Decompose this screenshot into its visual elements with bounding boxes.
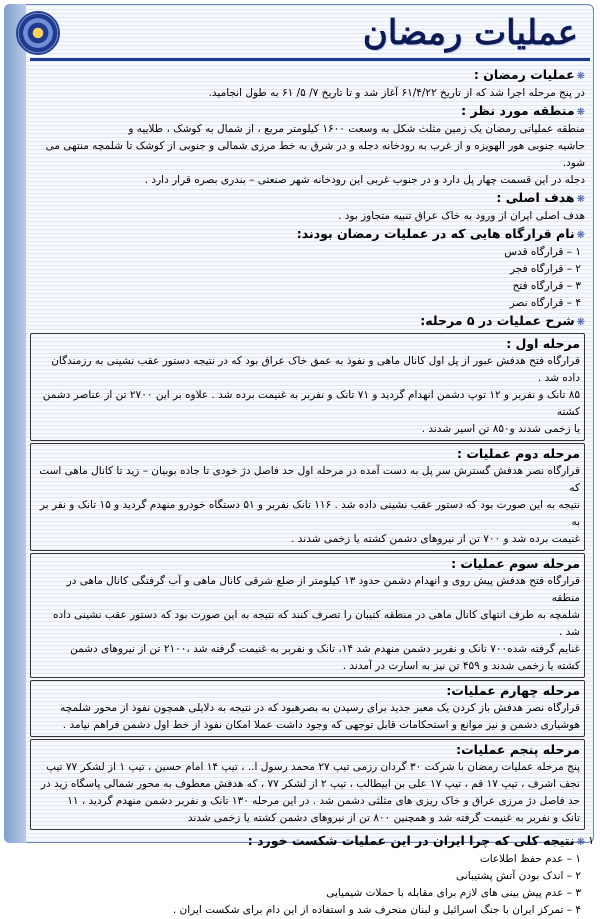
phase-line: ۸۵ تانک و نفربر و ۱۲ توپ دشمن انهدام گردید و ۷۱ تانک و نفربر به غنیمت برده شد . علاوه بر این ۲۷۰۰ تن از عناصر دشمن کشته (42, 389, 580, 418)
rosette-ornament-icon (16, 11, 60, 55)
phase-line: غنایم گرفته شده۷۰۰ تانک و نفربر دشمن منهدم شد ۱۴، تانک و نفربر به غنیمت گرفته شد ،۲۱۰۰ تن از نیروهای دشمن (70, 643, 580, 655)
section-text: در پنج مرحله اجرا شد که از تاریخ ۶۱/۴/۲۲ آغاز شد و تا تاریخ ۷/ ۵/ ۶۱ به طول انجامید. (208, 87, 585, 99)
phase-2-box (30, 443, 585, 551)
phase-line: تانک و نفربر به غنیمت گرفته شد و همچنین ۸۰۰ تن از نیروهای دشمن کشته یا زخمی شدند (187, 812, 580, 824)
phase-heading: مرحله چهارم عملیات: (446, 683, 580, 698)
section-line: منطقه عملیاتی رمضان یک زمین مثلث شکل به وسعت ۱۶۰۰ کیلومتر مربع ، از شمال به کوشک ، طلاییه و (128, 123, 585, 135)
section-goal (30, 189, 585, 225)
document-body (30, 66, 585, 916)
phase-line: غنیمت برده شد و ۷۰۰ تن از نیروهای دشمن کشته یا زخمی شدند . (291, 533, 580, 545)
header-divider (30, 58, 590, 61)
section-conclusion (30, 832, 585, 919)
phase-line: قرارگاه نصر هدفش گسترش سر پل به دست آمده در مرحله اول حد فاصل دژ خودی تا جاده بوبیان – زید تا کانال ماهی است که (39, 465, 580, 494)
section-heading: هدف اصلی : (496, 190, 575, 205)
phase-heading: مرحله سوم عملیات : (451, 556, 580, 571)
page-header (8, 6, 592, 60)
list-item: ۱ – قرارگاه قدس (504, 246, 581, 258)
phase-line: قرارگاه فتح هدفش پیش روی و انهدام دشمن حدود ۱۳ کیلومتر از ضلع شرقی کانال ماهی و آب گرفتگی کانال ماهی در منطقه (66, 575, 580, 604)
list-item: ۴ – قرارگاه نصر (509, 297, 581, 309)
star-bullet-icon: ❋ (576, 837, 585, 848)
section-area (30, 102, 585, 189)
list-item: ۳ – عدم پیش بینی های لازم برای مقابله با حملات شیمیایی (326, 887, 581, 899)
list-item: ۴ – تمرکز ایران با جنگ اسرائیل و لبنان منحرف شد و استفاده از این دام برای شکست ایران . (172, 904, 581, 916)
phase-line: قرارگاه نصر هدفش باز کردن یک معبر جدید برای رسیدن به بصرهبود که در نتیجه به دلایلی همچون نفوذ از محور شلمچه (60, 702, 580, 714)
phase-line: نجف اشرف ، تیپ ۱۷ قم ، تیپ ۱۷ علی بن ابیطالب ، تیپ ۲ از لشکر ۷۷ ، که هدفش معطوف به محور شمالی پاسگاه زید در (40, 778, 580, 790)
decorative-side-strip (4, 4, 26, 843)
phase-line: شلمچه به طرف انتهای کانال ماهی در منطقه کتیبان را تصرف کنند که نتیجه به این صورت بود که دستور عقب نشینی داده (53, 609, 580, 621)
list-item: ۳ – قرارگاه فتح (512, 280, 581, 292)
section-heading: نام قرارگاه هایی که در عملیات رمضان بودند: (296, 226, 575, 241)
page-number: ۱ (588, 834, 594, 847)
section-heading: شرح عملیات در ۵ مرحله: (420, 313, 575, 328)
phase-heading: مرحله پنجم عملیات: (456, 742, 580, 757)
phase-line: قرارگاه فتح هدفش عبور از پل اول کانال ماهی و نفوذ به عمق خاک عراق بود که در نتیجه دستور عقب نشینی به رزمندگان داده شد . (51, 355, 580, 384)
phase-line: کشته یا زخمی شدند و ۴۵۹ تن نیز به اسارت در آمدند . (342, 660, 580, 672)
section-heading: منطقه مورد نظر : (461, 103, 575, 118)
list-item: ۱ – عدم حفظ اطلاعات (479, 853, 581, 865)
section-heading: عملیات رمضان : (473, 67, 575, 82)
phase-line: شد . (559, 626, 580, 638)
list-item: ۲ – اندک بودن آتش پشتیبانی (456, 870, 581, 882)
star-bullet-icon: ❋ (576, 194, 585, 205)
phase-4-box (30, 680, 585, 737)
phase-line: هوشیاری دشمن و نیز موانع و استحکامات قابل توجهی که وجود داشت عملا امکان نفوذ از خط اول دشمن فراهم نیامد . (62, 719, 580, 731)
phase-line: نتیجه به این صورت بود که دستور عقب نشینی داده شد . ۱۱۶ تانک نفربر و ۵۱ دستگاه خودرو منهدم گردید و ۱۵ تانک و نفر بر به (39, 499, 580, 528)
phase-line: حد فاصل دژ مرزی عراق و خاک ریزی های مثلثی دشمن شد . در این مرحله ۱۳۰ تانک و نفربر دشمن منهدم گردید ، ۱۱ (67, 795, 580, 807)
page-title: عملیات رمضان (362, 13, 578, 53)
list-item: ۲ – قرارگاه فجر (510, 263, 581, 275)
section-phases (30, 312, 585, 331)
phase-1-box (30, 333, 585, 441)
phase-3-box (30, 553, 585, 678)
phase-5-box (30, 739, 585, 830)
star-bullet-icon: ❋ (576, 107, 585, 118)
section-line: دجله در این قسمت چهار پل دارد و در جنوب غربی این رودخانه شهر صنعتی – بندری بصره قرار دارد . (144, 174, 585, 186)
section-text: هدف اصلی ایران از ورود به خاک عراق تنبیه متجاوز بود . (338, 210, 585, 222)
phase-heading: مرحله اول : (506, 336, 580, 351)
section-line: حاشیه جنوبی هور الهویزه و از غرب به رودخانه دجله و در شرق به خط مرزی شمالی و جنوبی از کوشک تا شلمچه منتهی می شود. (45, 140, 585, 169)
star-bullet-icon: ❋ (576, 230, 585, 241)
section-headquarters (30, 225, 585, 312)
section-heading: نتیجه کلی که چرا ایران در این عملیات شکست خورد : (247, 833, 575, 848)
phase-heading: مرحله دوم عملیات : (457, 446, 580, 461)
phase-line: پنج مرحله عملیات رمضان با شرکت ۳۰ گردان رزمی تیپ ۲۷ محمد رسول ا.. ، تیپ ۱۴ امام حسین ، تیپ ۱ از لشکر ۷۷ تیپ (46, 761, 580, 773)
star-bullet-icon: ❋ (576, 71, 585, 82)
star-bullet-icon: ❋ (576, 317, 585, 328)
phase-line: یا زخمی شدند و۸۵۰ تن اسیر شدند . (421, 423, 580, 435)
section-operation (30, 66, 585, 102)
